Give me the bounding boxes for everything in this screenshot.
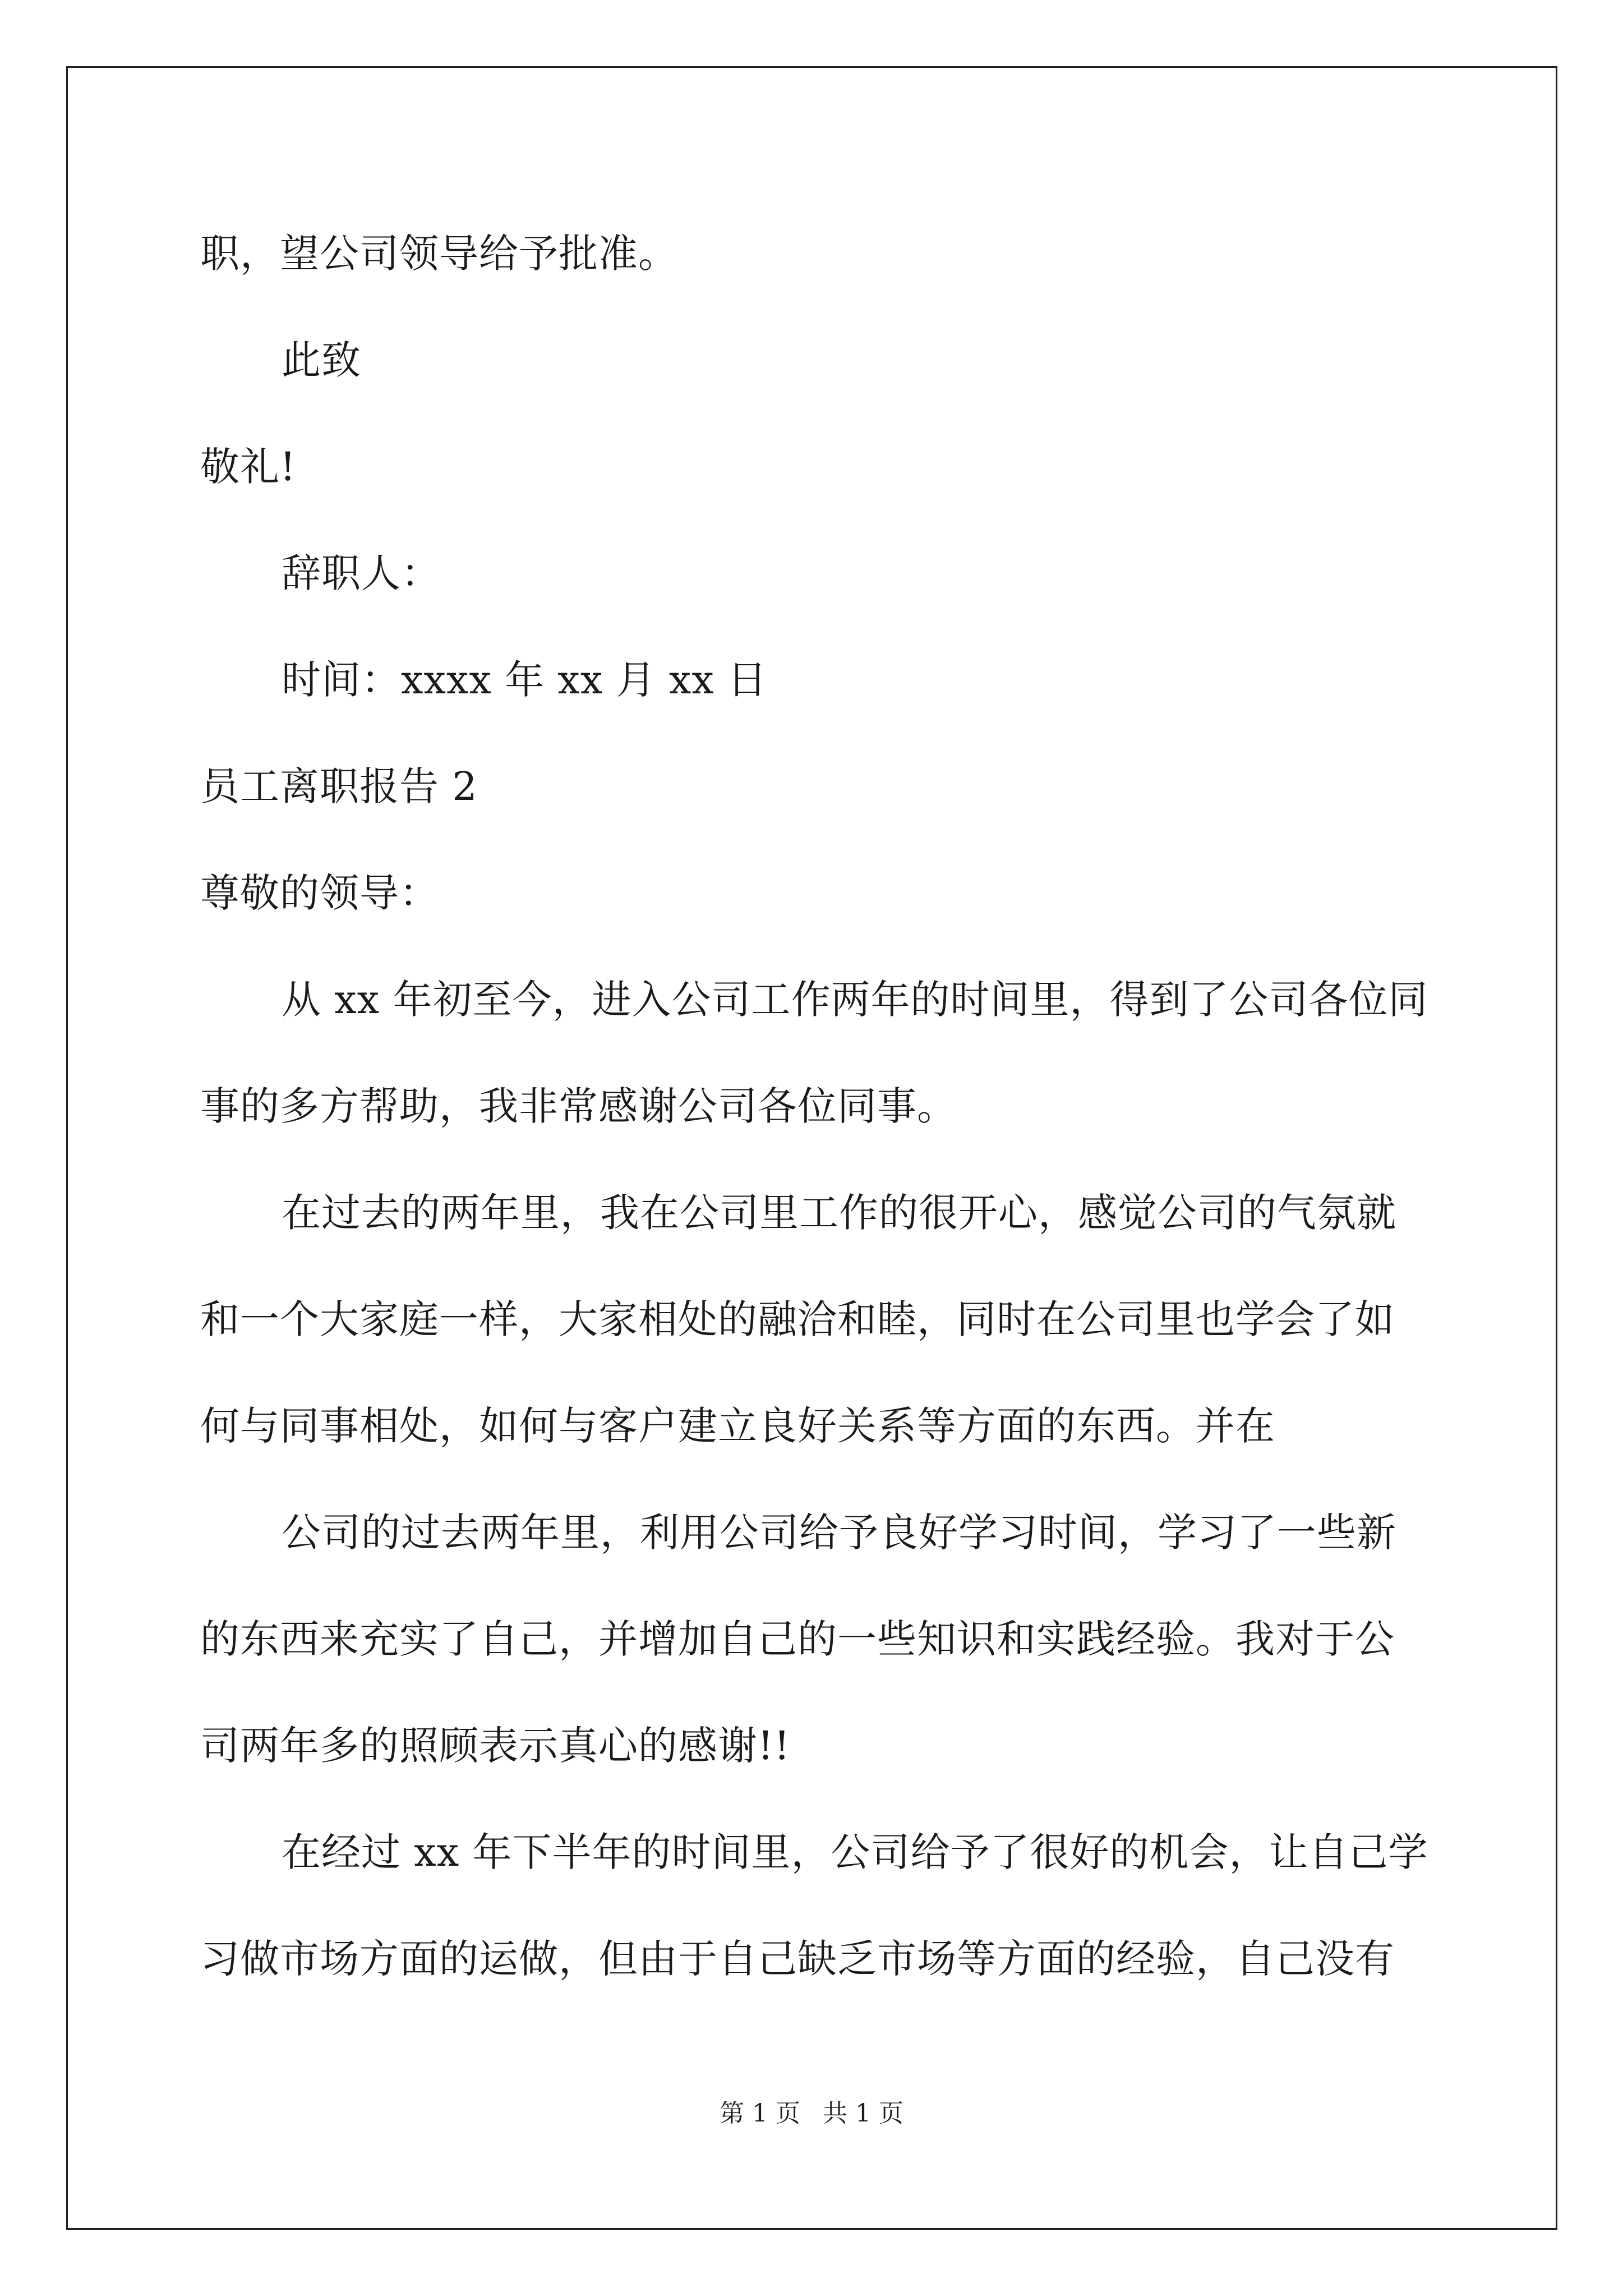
- text-line: 公司的过去两年里，利用公司给予良好学习时间，学习了一些新: [282, 1510, 1396, 1556]
- section-heading: 员工离职报告 2: [200, 763, 478, 809]
- text-line: 司两年多的照顾表示真心的感谢!!: [200, 1723, 791, 1769]
- text-line: 在经过 xx 年下半年的时间里，公司给予了很好的机会，让自己学: [282, 1829, 1428, 1875]
- text-line-date: 时间：xxxx 年 xx 月 xx 日: [282, 657, 768, 703]
- page-total: 共 1 页: [823, 2099, 903, 2128]
- text-line-signatory: 辞职人：: [282, 550, 441, 596]
- text-line: 的东西来充实了自己，并增加自己的一些知识和实践经验。我对于公: [200, 1616, 1395, 1662]
- text-line-greeting: 尊敬的领导：: [200, 870, 439, 916]
- text-line-salutation: 此致: [282, 337, 361, 383]
- text-line: 在过去的两年里，我在公司里工作的很开心，感觉公司的气氛就: [282, 1190, 1396, 1236]
- page-footer: [0, 2101, 1623, 2126]
- page-number: 第 1 页: [720, 2099, 800, 2128]
- text-line: 习做市场方面的运做，但由于自己缺乏市场等方面的经验，自己没有: [200, 1936, 1395, 1982]
- text-line: 和一个大家庭一样，大家相处的融洽和睦，同时在公司里也学会了如: [200, 1296, 1395, 1342]
- text-line: 职，望公司领导给予批准。: [200, 231, 678, 277]
- text-line: 事的多方帮助，我非常感谢公司各位同事。: [200, 1083, 957, 1129]
- page-border: [66, 66, 1557, 2230]
- text-line: 从 xx 年初至今，进入公司工作两年的时间里，得到了公司各位同: [282, 977, 1428, 1023]
- text-line: 何与同事相处，如何与客户建立良好关系等方面的东西。并在: [200, 1403, 1275, 1449]
- text-line-closing: 敬礼!: [200, 444, 297, 490]
